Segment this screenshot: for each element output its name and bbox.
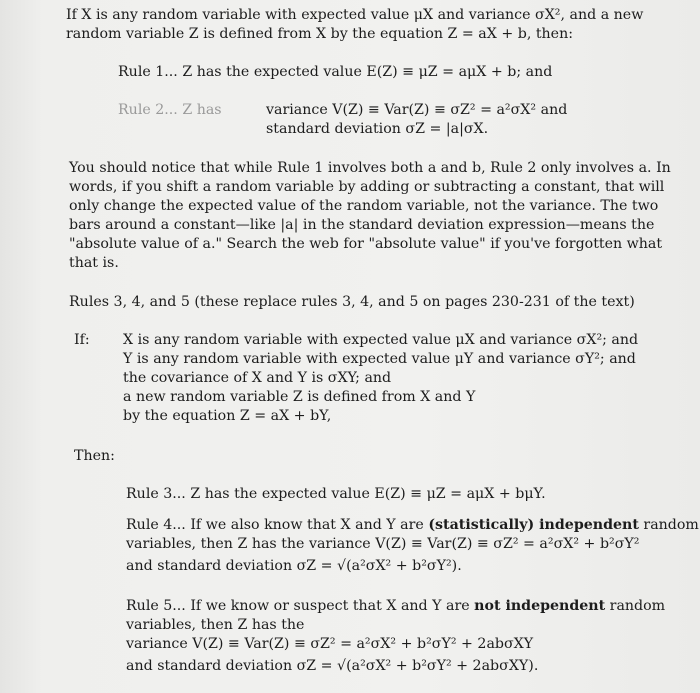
if-label: If: (74, 332, 90, 348)
rule-4-line-3: and standard deviation σZ = √(a²σX² + b²σY²). (126, 558, 462, 574)
rule-1: Rule 1... Z has the expected value E(Z) ≡ μZ = aμX + b; and (118, 64, 553, 80)
rule-4-line-2: variables, then Z has the variance V(Z) ≡ Var(Z) ≡ σZ² = a²σX² + b²σY² (126, 536, 640, 552)
intro-line-1: If X is any random variable with expected value μX and variance σX², and a new (66, 7, 644, 23)
rule-2-line-1: variance V(Z) ≡ Var(Z) ≡ σZ² = a²σX² and (266, 102, 568, 118)
notice-line-4: bars around a constant—like |a| in the standard deviation expression—means the (69, 217, 655, 233)
notice-line-1: You should notice that while Rule 1 involves both a and b, Rule 2 only involves a. In (69, 160, 671, 176)
rule-4-text-a: Rule 4... If we also know that X and Y are (126, 517, 429, 533)
notice-line-5: "absolute value of a." Search the web for "absolute value" if you've forgotten what (69, 236, 663, 252)
then-label: Then: (74, 448, 115, 464)
if-line-1: X is any random variable with expected value μX and variance σX²; and (123, 332, 639, 348)
rule-4-line-1 (126, 516, 699, 534)
rule-3: Rule 3... Z has the expected value E(Z) ≡ μZ = aμX + bμY. (126, 486, 546, 502)
notice-line-6: that is. (69, 255, 119, 271)
notice-line-3: only change the expected value of the random variable, not the variance. The two (69, 198, 659, 214)
if-line-5: by the equation Z = aX + bY, (123, 408, 332, 424)
rule-5-line-3: variance V(Z) ≡ Var(Z) ≡ σZ² = a²σX² + b²σY² + 2abσXY (126, 636, 534, 652)
rule-5-text-a: Rule 5... If we know or suspect that X and Y are (126, 598, 475, 614)
rule-5-line-4: and standard deviation σZ = √(a²σX² + b²σY² + 2abσXY). (126, 658, 539, 674)
intro-line-2: random variable Z is defined from X by the equation Z = aX + b, then: (66, 26, 573, 42)
rule-5-line-1 (126, 597, 665, 615)
rules-heading: Rules 3, 4, and 5 (these replace rules 3, 4, and 5 on pages 230-231 of the text) (69, 294, 635, 310)
notice-line-2: words, if you shift a random variable by adding or subtracting a constant, that will (69, 179, 665, 195)
rule-5-bold: not independent (474, 598, 606, 614)
rule-2-line-2: standard deviation σZ = |a|σX. (266, 121, 489, 137)
rule-5-line-2: variables, then Z has the (126, 617, 305, 633)
if-line-2: Y is any random variable with expected value μY and variance σY²; and (123, 351, 636, 367)
rule-4-text-c: random (638, 517, 699, 533)
rule-4-bold: (statistically) independent (428, 517, 639, 533)
if-line-4: a new random variable Z is defined from X and Y (123, 389, 476, 405)
if-line-3: the covariance of X and Y is σXY; and (123, 370, 392, 386)
rule-5-text-c: random (605, 598, 666, 614)
rule-2-prefix: Rule 2... Z has (118, 102, 222, 118)
